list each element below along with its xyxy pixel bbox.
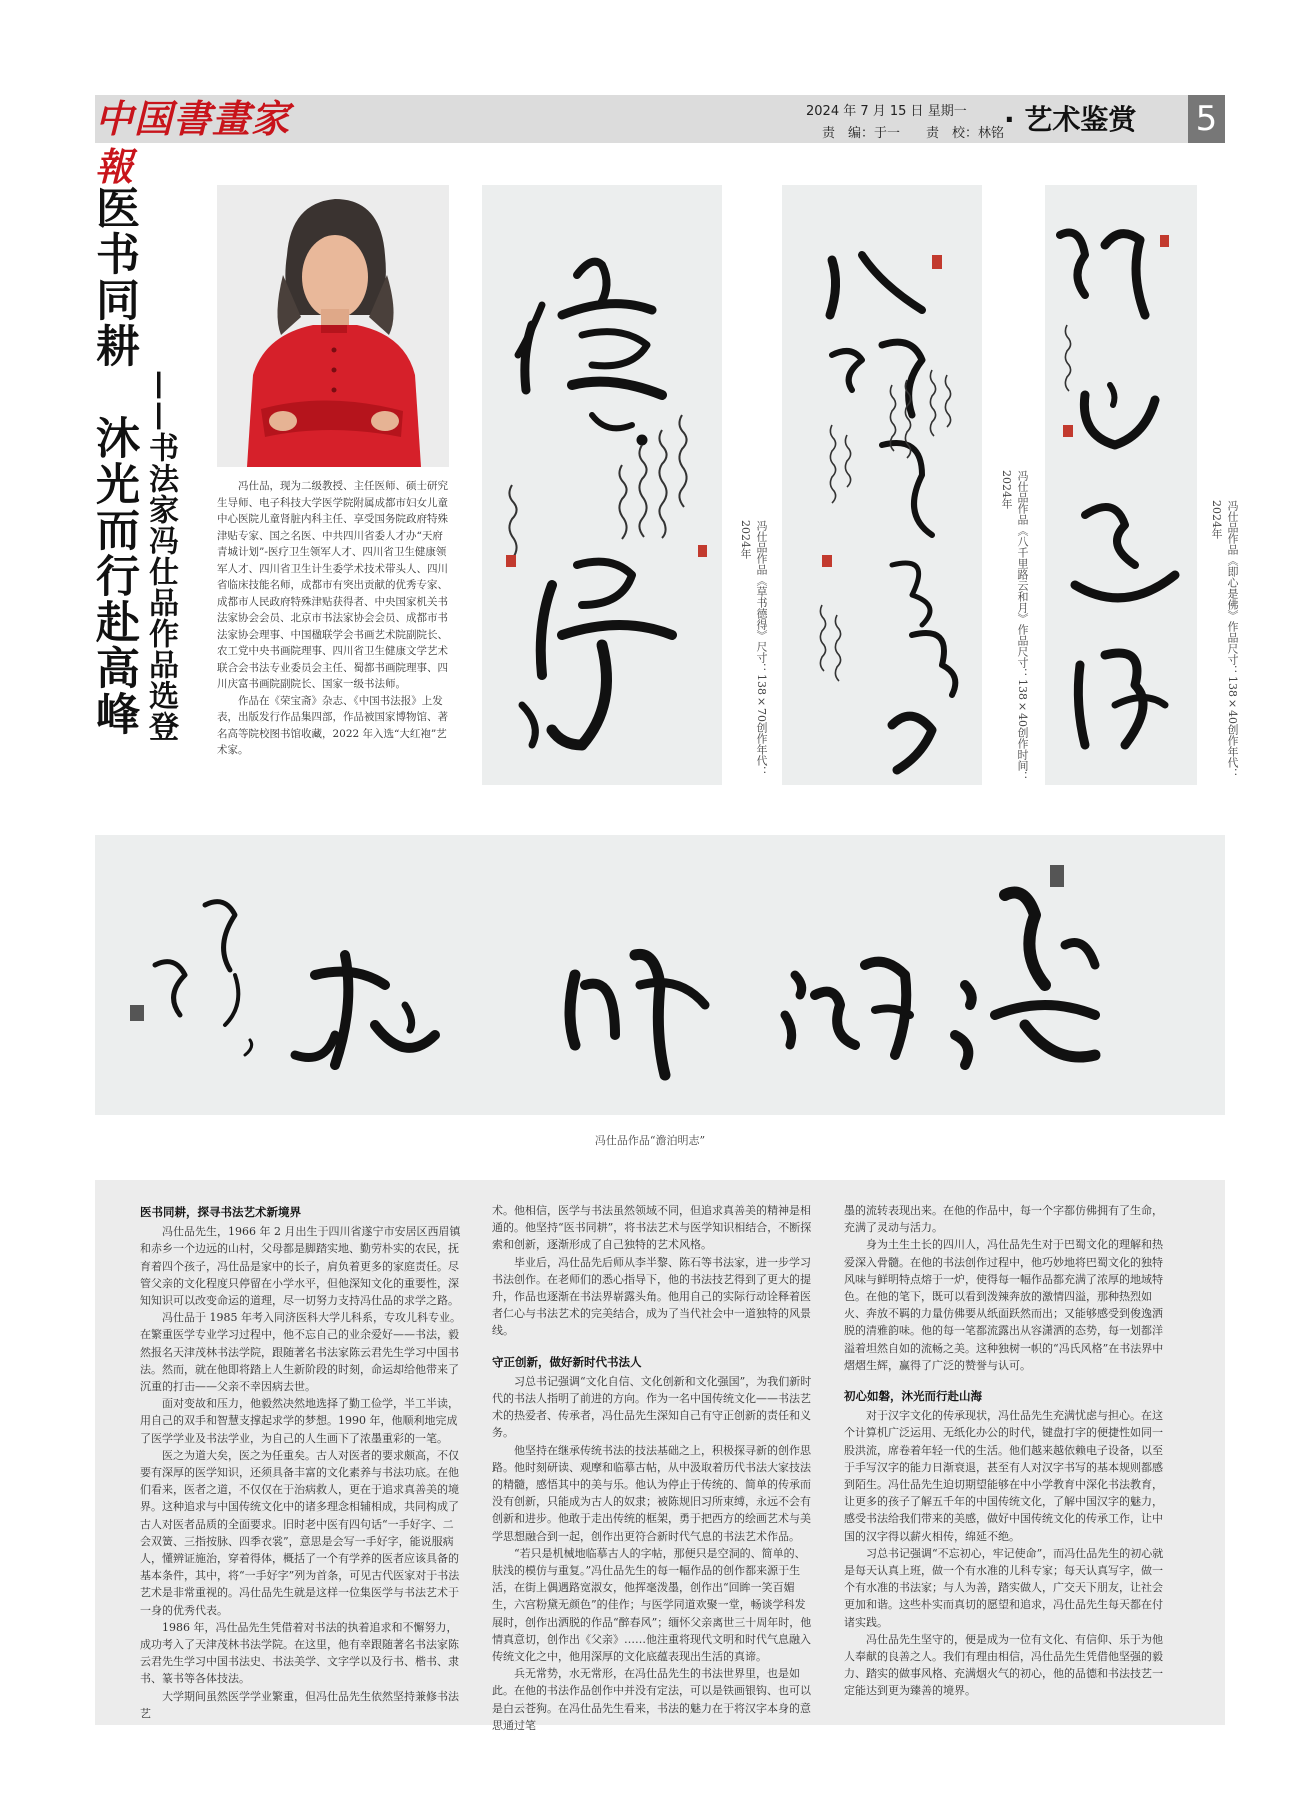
article-body	[95, 1180, 1225, 1732]
article-subheading: 初心如磐，沐光而行赴山海	[844, 1389, 982, 1404]
headline-sub: ——书法家冯仕品作品选登	[143, 370, 178, 742]
article-subheading: 医书同耕，探寻书法艺术新境界	[140, 1205, 301, 1219]
headline-main: 医书同耕 沐光而行赴高峰	[88, 185, 139, 737]
article-paragraph: 大学期间虽然医学学业繁重，但冯仕品先生依然坚持兼修书法艺	[140, 1689, 459, 1720]
article-paragraph: 习总书记强调“不忘初心，牢记使命”，而冯仕品先生的初心就是每天认真上班，做一个有水准的儿科专家；每天认真写字，做一个有水准的书法家；与人为善，踏实做人，广交天下朋友，让社会更加和谐。这些朴实而真切的愿望和追求，冯仕品先生每天都在付诸实践。	[844, 1546, 1164, 1629]
article-paragraph: 冯仕品于 1985 年考入同济医科大学儿科系，专攻儿科专业。在繁重医学专业学习过程中，他不忘自己的业余爱好——书法，毅然报名天津茂林书法学院，跟随著名书法家陈云君先生学习中国书法。然而，就在他即将踏上人生新阶段的时刻，命运却给他带来了沉重的打击——父亲不幸因病去世。	[140, 1311, 461, 1394]
artist-bio	[217, 478, 449, 759]
article-paragraph: 对于汉字文化的传承现状，冯仕品先生充满忧虑与担心。在这个计算机广泛运用、无纸化办公的时代，键盘打字的便捷性如同一股洪流，席卷着年轻一代的生活。他们越来越依赖电子设备，以至于手写汉字的能力日渐衰退，甚至有人对汉字书写的基本规则都感到陌生。冯仕品先生迫切期望能够在中小学教育中深化书法教育，让更多的孩子了解五千年的中国传统文化，了解中国汉字的魅力，感受书法给我们带来的美感，做好中国传统文化的传承工作，让中国的汉字得以薪火相传，绵延不绝。	[844, 1409, 1163, 1543]
section-title: · 艺术鉴赏	[1004, 103, 1137, 136]
artwork-dede-panel	[482, 185, 722, 785]
page-number: 5	[1188, 95, 1225, 143]
artwork-dbmz-panel	[95, 835, 1225, 1115]
banner-artwork-caption: 冯仕品作品“澹泊明志”	[594, 1134, 706, 1147]
article-paragraph: 面对变故和压力，他毅然决然地选择了勤工俭学，半工半读，用自己的双手和智慧支撑起求学的梦想。1990 年，他顺利地完成了医学学业及书法学业，为自己的人生画下了浓墨重彩的一笔。	[140, 1397, 459, 1445]
artwork-bqlly-panel	[782, 185, 982, 785]
article-paragraph: 术。他相信，医学与书法虽然领域不同，但追求真善美的精神是相通的。他坚持“医书同耕”，将书法艺术与医学知识相结合，不断探索和创新，逐渐形成了自己独特的艺术风格。	[492, 1204, 812, 1252]
article-paragraph: 兵无常势，水无常形，在冯仕品先生的书法世界里，也是如此。在他的书法作品创作中并没有定法，可以是铁画银钩、也可以是白云苍狗。在冯仕品先生看来，书法的魅力在于将汉字本身的意思通过笔	[492, 1667, 811, 1732]
artwork-jxsf-panel	[1045, 185, 1197, 785]
article-paragraph: 毕业后，冯仕品先后师从李半黎、陈石等书法家，进一步学习书法创作。在老师们的悉心指导下，他的书法技艺得到了更大的提升，作品也逐渐在书法界崭露头角。他用自己的实际行动诠释着医者仁心与书法艺术的完美结合，成为了当代社会中一道独特的风景线。	[492, 1255, 811, 1338]
artwork-caption: 冯仕品作品《即心是佛》作品尺寸：138×40创作年代：2024年	[1210, 500, 1239, 779]
article-paragraph: 冯仕品先生，1966 年 2 月出生于四川省遂宁市安居区西眉镇和赤乡一个边远的山村，父母都是脚踏实地、勤劳朴实的农民，抚育着四个孩子，冯仕品是家中的长子，肩负着更多的家庭责任。尽管父亲的文化程度只停留在小学水平，但他深知文化的重要性，深知知识可以改变命运的道理，尽一切努力支持冯仕品的求学之路。	[140, 1225, 461, 1308]
article-paragraph: 冯仕品先生坚守的，便是成为一位有文化、有信仰、乐于为他人奉献的良善之人。我们有理由相信，冯仕品先生凭借他坚强的毅力、踏实的做事风格、充满烟火气的初心，他的品德和书法技艺一定能达到更为臻善的境界。	[844, 1632, 1163, 1698]
article-paragraph: 习总书记强调“文化自信、文化创新和文化强国”，为我们新时代的书法人指明了前进的方向。作为一名中国传统文化——书法艺术的热爱者、传承者，冯仕品先生深知自己有守正创新的责任和义务。	[492, 1374, 812, 1440]
bio-paragraph: 冯仕品，现为二级教授、主任医师、硕士研究生导师、电子科技大学医学院附属成都市妇女儿童中心医院儿童肾脏内科主任、享受国务院政府特殊津贴专家、国之名医、中共四川省委人才办“天府青城计划”-医疗卫生领军人才、四川省卫生健康领军人才、四川省卫生计生委学术技术带头人、四川省临床技能名师，成都市有突出贡献的优秀专家、成都市人民政府特殊津贴获得者、中央国家机关书法家协会会员、北京市书法家协会会员、成都市书法家协会理事、中国楹联学会书画艺术院副院长、农工党中央书画院理事、四川省卫生健康文学艺术联合会书法专业委员会主任、蜀都书画院理事、四川庆富书画院副院长、国家一级书法师。	[217, 480, 448, 690]
article-paragraph: 1986 年，冯仕品先生凭借着对书法的执着追求和不懈努力，成功考入了天津茂林书法学院。在这里，他有幸跟随著名书法家陈云君先生学习中国书法史、书法美学、文字学以及行书、楷书、隶书、篆书等各体技法。	[140, 1620, 459, 1686]
artwork-caption: 冯仕品作品《草书德得》尺寸：138×70创作年代：2024年	[739, 520, 768, 777]
artwork-caption: 冯仕品作品《八千里路云和月》作品尺寸：138×40创作时间：2024年	[1000, 470, 1029, 782]
article-subheading: 守正创新，做好新时代书法人	[492, 1354, 642, 1369]
article-paragraph: “若只是机械地临摹古人的字帖，那便只是空洞的、简单的、肤浅的模仿与重复。”冯仕品先生的每一幅作品的创作都来源于生活，在街上偶遇路宽淑女，他挥毫泼墨，创作出“回眸一笑百媚生，六宫粉黛无颜色”的佳作；与医学同道欢聚一堂，畅谈学科发展时，创作出洒脱的作品“醉春风”；缅怀父亲离世三十周年时，他情真意切，创作出《父亲》……他注重将现代文明和时代气息融入传统文化之中，他用深厚的文化底蕴表现出生活的真谛。	[492, 1546, 812, 1664]
article-paragraph: 墨的流转表现出来。在他的作品中，每一个字都仿佛拥有了生命，充满了灵动与活力。	[844, 1204, 1163, 1235]
bio-paragraph: 作品在《荣宝斋》杂志、《中国书法报》上发表，出版发行作品集四部，作品被国家博物馆、著名高等院校图书馆收藏，2022 年入选“大红袍”艺术家。	[217, 694, 448, 756]
article-column-2	[492, 1202, 815, 1734]
issue-date: 2024 年 7 月 15 日 星期一	[806, 104, 967, 119]
article-paragraph: 身为土生土长的四川人，冯仕品先生对于巴蜀文化的理解和热爱深入骨髓。在他的书法创作过程中，他巧妙地将巴蜀文化的独特风味与鲜明特点熔于一炉，使得每一幅作品都充满了浓厚的地域特色。在他的笔下，既可以看到泼辣奔放的激情四溢，那种热烈如火、奔放不羁的力量仿佛要从纸面跃然而出；又能够感受到俊逸洒脱的清雅韵味。他的每一笔都流露出从容潇洒的态势，每一划都洋溢着坦然自如的流畅之美。这种独树一帜的“冯氏风格”在书法界中熠熠生辉，赢得了广泛的赞誉与认可。	[844, 1238, 1164, 1372]
article-column-1	[140, 1202, 463, 1722]
newspaper-logo: 中国書畫家報	[95, 96, 291, 189]
artist-portrait-photo	[217, 185, 449, 467]
article-paragraph: 医之为道大矣，医之为任重矣。古人对医者的要求颇高，不仅要有深厚的医学知识，还须具备丰富的文化素养与书法功底。在他们看来，医者之道，不仅仅在于治病救人，更在于追求真善美的境界。这种追求与中国传统文化中的诸多理念相辅相成，共同构成了古人对医者品质的全面要求。旧时老中医有四句话“一手好字、二会双簧、三指按脉、四季衣裳”，意思是会写一手好字，能说服病人，懂辨证施治，穿着得体，概括了一个有学养的医者应该具备的基本条件，其中，将“一手好字”列为首条，可见古代医家对于书法艺术是非常重视的。冯仕品先生就是这样一位集医学与书法艺术于一身的优秀代表。	[140, 1448, 460, 1617]
article-column-3	[844, 1202, 1167, 1700]
article-paragraph: 他坚持在继承传统书法的技法基础之上，积极探寻新的创作思路。他时刻研读、观摩和临摹古帖，从中汲取着历代书法大家技法的精髓，感悟其中的美与乐。他认为停止于传统的、简单的传承而没有创新，只能成为古人的奴隶；被陈规旧习所束缚，永远不会有创新和进步。他敢于走出传统的框架，勇于把西方的绘画艺术与美学思想融合到一起，创作出更符合新时代气息的书法艺术作品。	[492, 1443, 811, 1543]
editor-credits: 责 编：于一 责 校：林铭	[822, 126, 1005, 141]
